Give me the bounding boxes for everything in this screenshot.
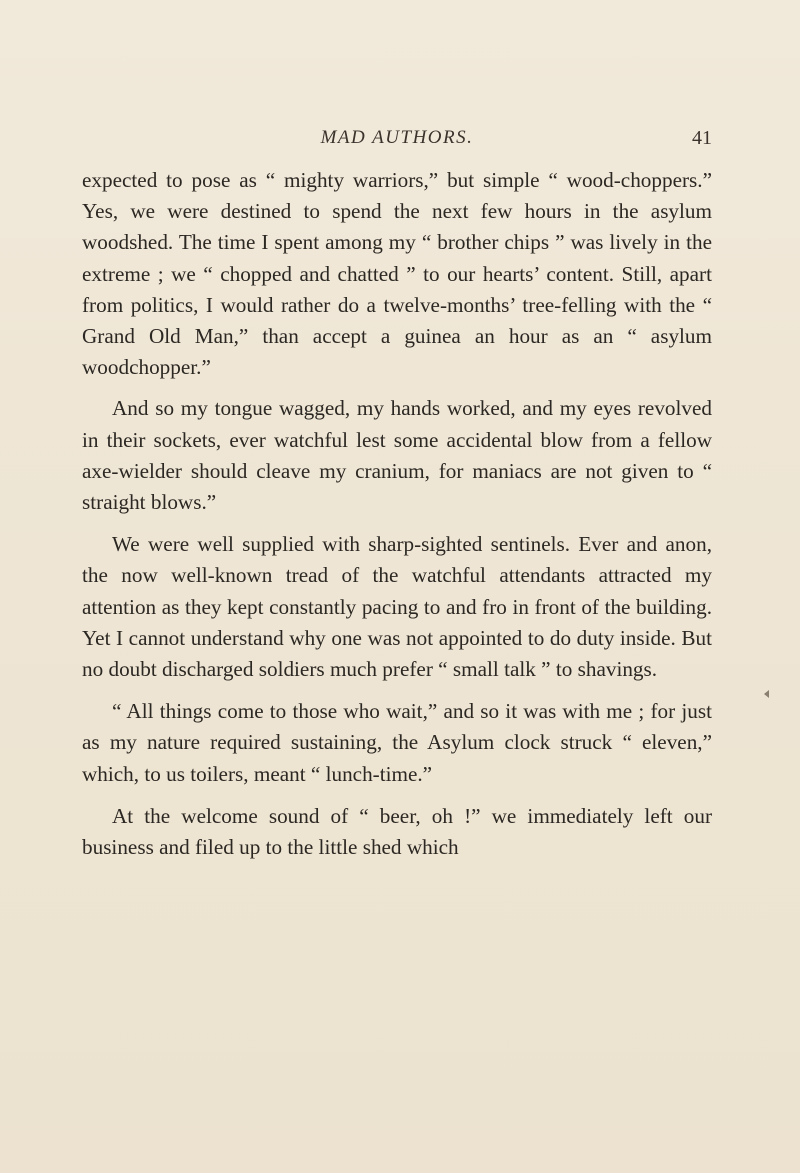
running-title: MAD AUTHORS. [320,127,474,148]
running-head [82,127,712,157]
margin-mark-icon [764,690,769,698]
body-text [82,165,712,874]
page-number: 41 [692,127,712,149]
paragraph: We were well supplied with sharp-sighted sentinels. Ever and anon, the now well-known tread of the watchful attendants attracted my attention as they kept constantly pacing to and fro in front of the building. Yet I cannot understand why one was not appointed to do duty inside. But no doubt discharged soldiers much prefer “ small talk ” to shavings. [82,532,712,682]
paragraph: And so my tongue wagged, my hands worked, and my eyes revolved in their sockets, ever watchful lest some accidental blow from a fellow axe-wielder should cleave my cranium, for maniacs are not given to “ straight blows.” [82,396,712,515]
paragraph: At the welcome sound of “ beer, oh !” we immediately left our business and filed up to the little shed which [82,803,712,860]
paragraph: expected to pose as “ mighty warriors,” but simple “ wood-choppers.” Yes, we were destined to spend the next few hours in the asylum woodshed. The time I spent among my “ brother chips ” was lively in the extreme ; we “ chopped and chatted ” to our hearts’ content. Still, apart from politics, I would rather do a twelve-months’ tree-felling with the “ Grand Old Man,” than accept a guinea an hour as an “ asylum woodchopper.” [82,168,712,380]
paragraph: “ All things come to those who wait,” and so it was with me ; for just as my nature required sustaining, the Asylum clock struck “ eleven,” which, to us toilers, meant “ lunch-time.” [82,699,712,786]
